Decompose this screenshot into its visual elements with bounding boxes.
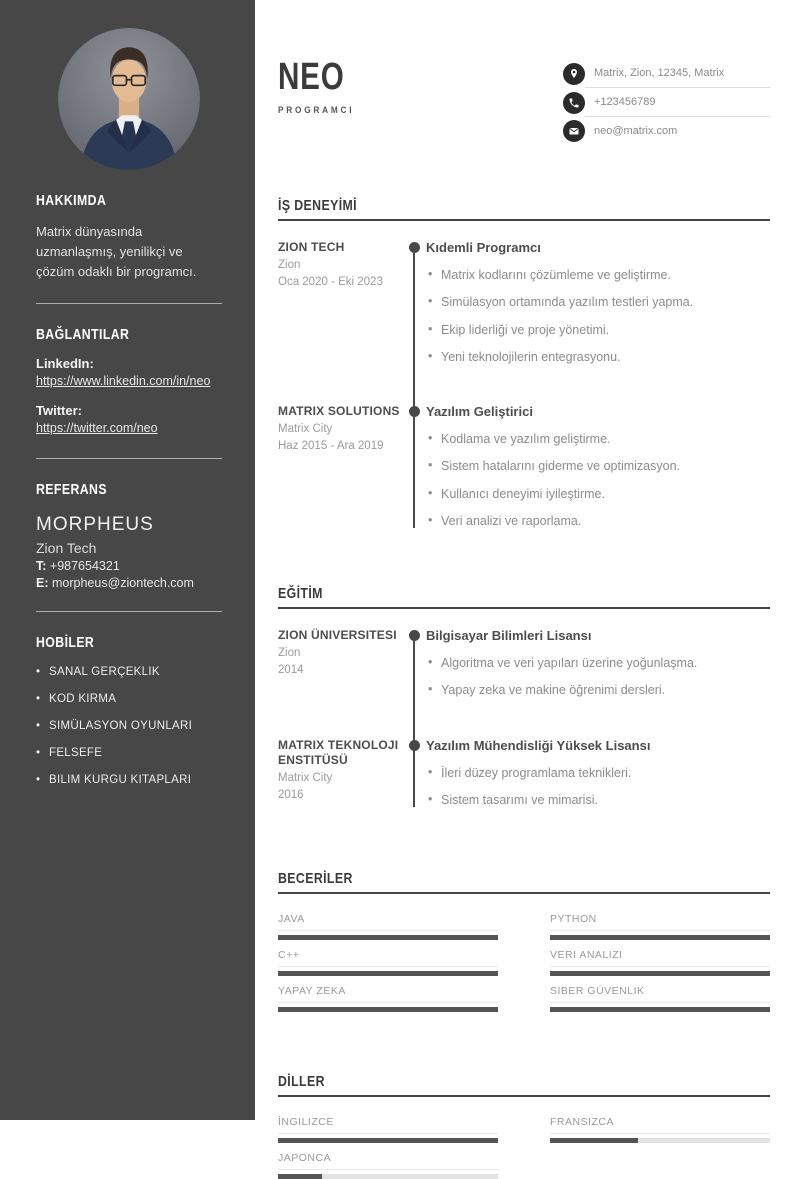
reference-section: [36, 481, 222, 590]
timeline-column: [402, 628, 426, 710]
skill-bar-fill: [278, 935, 498, 940]
linkedin-url-link[interactable]: https://www.linkedin.com/in/neo: [36, 374, 211, 389]
languages-grid: [278, 1116, 770, 1179]
experience-timeline: [278, 240, 770, 540]
timeline-dot: [409, 406, 420, 417]
skills-title: BECERİLER: [278, 870, 353, 887]
education-detail: [426, 628, 770, 710]
linkedin-link-block: [36, 356, 222, 390]
reference-phone-label: T:: [36, 559, 47, 574]
experience-header: [278, 197, 770, 221]
reference-phone-value: +987654321: [49, 559, 120, 574]
skill-label-rule: [278, 966, 498, 967]
education-entry: [278, 738, 770, 820]
skill-label: PYTHON: [550, 913, 597, 925]
about-section: [36, 192, 222, 282]
skill-bar-track: [550, 935, 770, 940]
experience-section: [278, 197, 770, 540]
language-bar-track: [550, 1138, 770, 1143]
sidebar-divider: [36, 611, 222, 612]
reference-company: Zion Tech: [36, 540, 97, 557]
timeline-column: [402, 738, 426, 820]
skill-bar-fill: [278, 1007, 498, 1012]
skill-label-rule: [550, 930, 770, 931]
language-label-rule: [550, 1133, 770, 1134]
skill-label: C++: [278, 949, 300, 961]
education-location: Matrix City: [278, 771, 333, 784]
about-text: Matrix dünyasında uzmanlaşmış, yenilikçi ve çözüm odaklı bir programcı.: [36, 224, 197, 280]
twitter-link-block: [36, 403, 222, 437]
skill-bar-track: [550, 971, 770, 976]
education-title: EĞİTİM: [278, 585, 323, 602]
experience-company: MATRIX SOLUTIONS: [278, 404, 400, 418]
skills-section: [278, 870, 770, 1012]
skill-item: [278, 985, 498, 1012]
language-item: [550, 1116, 770, 1143]
experience-bullet: • Kullanıcı deneyimi iyileştirme.: [426, 486, 770, 502]
language-bar-fill: [278, 1174, 322, 1179]
experience-entry: [278, 404, 770, 540]
language-label-rule: [278, 1133, 498, 1134]
experience-bullet: • Kodlama ve yazılım geliştirme.: [426, 431, 770, 447]
experience-bullet: • Simülasyon ortamında yazılım testleri yapma.: [426, 294, 770, 310]
language-item: [278, 1152, 498, 1179]
experience-detail: [426, 404, 770, 540]
languages-section: [278, 1073, 770, 1179]
language-item: [278, 1116, 498, 1143]
hobby-item: • KOD KIRMA: [36, 693, 222, 705]
skill-label: YAPAY ZEKA: [278, 985, 346, 997]
skill-label: SIBER GÜVENLIK: [550, 985, 645, 997]
experience-meta: [278, 240, 402, 376]
timeline-column: [402, 240, 426, 376]
reference-email-value: morpheus@ziontech.com: [51, 576, 194, 591]
linkedin-label: LinkedIn:: [36, 356, 94, 372]
language-label: JAPONCA: [278, 1152, 332, 1164]
skill-item: [550, 985, 770, 1012]
languages-title: DİLLER: [278, 1073, 325, 1090]
education-bullets: [426, 655, 770, 699]
experience-bullet: • Sistem hatalarını giderme ve optimizasyon.: [426, 458, 770, 474]
portrait-illustration: [58, 28, 200, 170]
experience-location: Zion: [278, 258, 301, 271]
reference-title: REFERANS: [36, 481, 107, 499]
skill-label: VERI ANALIZI: [550, 949, 623, 961]
education-bullets: [426, 765, 770, 809]
person-name: NEO: [278, 56, 345, 98]
experience-meta: [278, 404, 402, 540]
experience-entry: [278, 240, 770, 376]
experience-bullets: [426, 267, 770, 365]
phone-icon: [563, 92, 585, 114]
sidebar-divider: [36, 458, 222, 459]
about-title: HAKKIMDA: [36, 192, 107, 209]
language-label: FRANSIZCA: [550, 1116, 615, 1128]
experience-role: Kıdemli Programcı: [426, 240, 541, 255]
skill-label-rule: [550, 966, 770, 967]
skill-label-rule: [278, 1002, 498, 1003]
education-dates: 2016: [278, 788, 304, 801]
skill-item: [550, 913, 770, 940]
experience-detail: [426, 240, 770, 376]
language-bar-track: [278, 1174, 498, 1179]
education-dates: 2014: [278, 663, 304, 676]
language-label: İNGILIZCE: [278, 1116, 334, 1128]
profile-photo: [58, 28, 200, 170]
contact-row-email: [563, 117, 770, 145]
timeline-dot: [409, 242, 420, 253]
skill-label-rule: [550, 1002, 770, 1003]
education-bullet: • Algoritma ve veri yapıları üzerine yoğunlaşma.: [426, 655, 770, 671]
skill-bar-track: [550, 1007, 770, 1012]
sidebar-divider: [36, 303, 222, 304]
reference-email-label: E:: [36, 576, 49, 591]
education-bullet: • Sistem tasarımı ve mimarisi.: [426, 792, 770, 808]
hobby-item: • FELSEFE: [36, 747, 222, 759]
skill-label-rule: [278, 930, 498, 931]
skill-item: [278, 913, 498, 940]
skill-bar-fill: [550, 935, 770, 940]
education-school: MATRIX TEKNOLOJI ENSTITÜSÜ: [278, 737, 399, 768]
skill-bar-fill: [550, 1007, 770, 1012]
experience-bullet: • Matrix kodlarını çözümleme ve geliştirme.: [426, 267, 770, 283]
timeline-dot: [409, 630, 420, 641]
reference-name: MORPHEUS: [36, 514, 154, 536]
skill-item: [550, 949, 770, 976]
language-bar-fill: [278, 1138, 498, 1143]
experience-dates: Oca 2020 - Eki 2023: [278, 275, 383, 288]
skill-bar-fill: [278, 971, 498, 976]
education-timeline: [278, 628, 770, 819]
language-bar-track: [278, 1138, 498, 1143]
twitter-label: Twitter:: [36, 403, 82, 419]
language-bar-fill: [550, 1138, 638, 1143]
education-detail: [426, 738, 770, 820]
experience-title: İŞ DENEYİMİ: [278, 197, 358, 214]
hobby-item: • SIMÜLASYON OYUNLARI: [36, 720, 222, 732]
experience-location: Matrix City: [278, 422, 333, 435]
email-icon: [563, 120, 585, 142]
hobbies-list: [36, 666, 222, 786]
contact-list: [563, 59, 770, 145]
education-location: Zion: [278, 646, 301, 659]
languages-header: [278, 1073, 770, 1097]
skill-label: JAVA: [278, 913, 305, 925]
experience-company: ZION TECH: [278, 240, 345, 254]
hobby-item: • SANAL GERÇEKLIK: [36, 666, 222, 678]
education-meta: [278, 738, 402, 820]
hobbies-section: [36, 634, 222, 786]
skills-header: [278, 870, 770, 894]
education-meta: [278, 628, 402, 710]
education-section: [278, 585, 770, 819]
education-school: ZION ÜNIVERSITESI: [278, 628, 397, 642]
header: [278, 58, 770, 145]
skill-bar-track: [278, 971, 498, 976]
reference-phone: [36, 559, 222, 573]
contact-email-text: neo@matrix.com: [594, 125, 678, 137]
education-degree: Bilgisayar Bilimleri Lisansı: [426, 628, 592, 643]
experience-role: Yazılım Geliştirici: [426, 404, 533, 419]
experience-bullet: • Ekip liderliği ve proje yönetimi.: [426, 322, 770, 338]
hobbies-title: HOBİLER: [36, 634, 95, 652]
skill-bar-track: [278, 1007, 498, 1012]
links-section: [36, 326, 222, 437]
timeline-dot: [409, 740, 420, 751]
skill-bar-track: [278, 935, 498, 940]
education-header: [278, 585, 770, 609]
twitter-url-link[interactable]: https://twitter.com/neo: [36, 421, 158, 436]
contact-location-text: Matrix, Zion, 12345, Matrix: [585, 59, 770, 88]
skills-grid: [278, 913, 770, 1012]
experience-bullet: • Yeni teknolojilerin entegrasyonu.: [426, 349, 770, 365]
education-bullet: • Yapay zeka ve makine öğrenimi dersleri.: [426, 682, 770, 698]
experience-dates: Haz 2015 - Ara 2019: [278, 439, 384, 452]
hobby-item: • BILIM KURGU KITAPLARI: [36, 774, 222, 786]
education-degree: Yazılım Mühendisliği Yüksek Lisansı: [426, 737, 651, 753]
reference-email: [36, 576, 222, 590]
contact-row-location: [563, 59, 770, 88]
experience-bullets: [426, 431, 770, 529]
skill-bar-fill: [550, 971, 770, 976]
links-title: BAĞLANTILAR: [36, 326, 130, 344]
education-entry: [278, 628, 770, 710]
experience-bullet: • Veri analizi ve raporlama.: [426, 513, 770, 529]
sidebar: [0, 0, 255, 1120]
location-pin-icon: [563, 63, 585, 85]
contact-row-phone: [563, 88, 770, 117]
contact-phone-text: +123456789: [585, 88, 770, 117]
skill-item: [278, 949, 498, 976]
person-role: PROGRAMCI: [278, 105, 355, 115]
language-label-rule: [278, 1169, 498, 1170]
education-bullet: • İleri düzey programlama teknikleri.: [426, 765, 770, 781]
main-content: [255, 0, 794, 1164]
timeline-column: [402, 404, 426, 540]
identity-block: [278, 58, 363, 145]
